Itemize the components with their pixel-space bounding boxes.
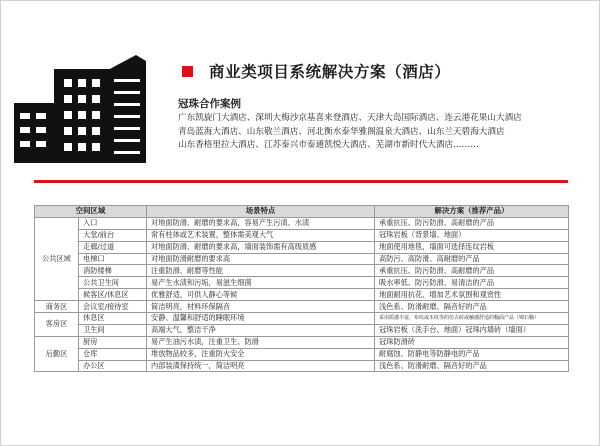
area-cell: 厨房	[79, 336, 147, 348]
hotel-list	[178, 112, 594, 153]
hotel-line: 青岛蓝海大酒店、山东敬兰酒店、河北衡水泰华雅阁温泉大酒店、山东兰天碧海大酒店	[178, 126, 505, 137]
solution-table	[34, 205, 569, 372]
table-row	[35, 265, 569, 277]
zone-cell: 后勤区	[35, 336, 79, 372]
header-feature: 场景特点	[147, 206, 375, 218]
solution-cell: 承重抗压、防污防滑、高耐磨的产品	[375, 217, 569, 229]
title-text: 商业类项目系统解决方案（酒店）	[209, 63, 451, 81]
table-row	[35, 217, 569, 229]
area-cell: 会议室/接待室	[79, 301, 147, 313]
solution-cell: 冠珠岩板（洗手台、地面）冠珠内墙砖（墙面）	[375, 324, 569, 336]
table-header-row	[35, 206, 569, 218]
table-row	[35, 277, 569, 289]
table-body	[35, 217, 569, 372]
feature-cell: 常有柱体或艺术装置，整体需美观大气	[147, 229, 375, 241]
solution-cell: 地面耐用抗花、增加艺术氛围和观赏性	[375, 289, 569, 301]
table-row	[35, 229, 569, 241]
solution-cell: 采用质感丰富，布纹或木纹等的仿古砖或触感舒适的釉面产品（锦石釉）	[375, 313, 569, 325]
table-row	[35, 289, 569, 301]
solution-cell: 浅色系、防滑耐磨、隔音好的产品	[375, 301, 569, 313]
area-cell: 仓库	[79, 348, 147, 360]
table-row	[35, 313, 569, 325]
hotel-line: 广东凯旋门大酒店、深圳大梅沙京基喜来登酒店、天津大岛国际酒店、连云港花果山大酒店	[178, 113, 522, 123]
divider	[34, 180, 568, 183]
solution-cell: 冠珠岩板（背景墙、地面）	[375, 229, 569, 241]
table-row	[35, 241, 569, 253]
area-cell: 候客区/休息区	[79, 289, 147, 301]
feature-cell: 高端大气，整洁干净	[147, 324, 375, 336]
area-cell: 电梯口	[79, 253, 147, 265]
solution-cell: 吸水率低、防污防滑、易清洁的产品	[375, 277, 569, 289]
feature-cell: 易产生油污水渍，注重卫生、防滑	[147, 336, 375, 348]
title-marker	[182, 66, 193, 77]
feature-cell: 注重防滑、耐磨等性能	[147, 265, 375, 277]
table-row	[35, 253, 569, 265]
area-cell: 办公区	[79, 360, 147, 372]
table-row	[35, 324, 569, 336]
area-cell: 走廊/过道	[79, 241, 147, 253]
feature-cell: 易产生水渍和污垢，易滋生细菌	[147, 277, 375, 289]
solution-cell: 高防污、高防滑、高耐磨的产品	[375, 253, 569, 265]
subtitle: 冠珠合作案例	[178, 98, 241, 110]
hotel-line: 山东香格里拉大酒店、江苏泰兴市泰通凯悦大酒店、芜湖市新时代大酒店………	[178, 140, 479, 151]
building-icon	[14, 55, 154, 163]
solution-cell: 耐腐蚀、防静电等防静电的产品	[375, 348, 569, 360]
solution-cell: 地面使用地毯，墙面可选择连纹岩板	[375, 241, 569, 253]
solution-cell: 浅色系、防滑耐磨、隔音好的产品	[375, 360, 569, 372]
zone-cell: 商务区	[35, 301, 79, 313]
solution-cell: 冠珠防滑砖	[375, 336, 569, 348]
feature-cell: 安静、温馨和舒适的睡眠环境	[147, 313, 375, 325]
zone-cell: 客房区	[35, 313, 79, 337]
feature-cell: 优雅舒适，可供人静心等候	[147, 289, 375, 301]
feature-cell: 简洁明亮，材料环保隔音	[147, 301, 375, 313]
header-solution: 解决方案（推荐产品）	[375, 206, 569, 218]
feature-cell: 对地面防滑、耐磨的要求高，墙面装饰需有高级质感	[147, 241, 375, 253]
feature-cell: 对地面防滑耐磨的要求高	[147, 253, 375, 265]
zone-cell: 公共区域	[35, 217, 79, 300]
page-title	[182, 60, 592, 82]
solution-cell: 承重抗压、防污防滑、高耐磨的产品	[375, 265, 569, 277]
table-row	[35, 336, 569, 348]
area-cell: 消防楼梯	[79, 265, 147, 277]
area-cell: 公共卫生间	[79, 277, 147, 289]
table-row	[35, 360, 569, 372]
feature-cell: 内部装潢保持统一，简洁明亮	[147, 360, 375, 372]
feature-cell: 堆放物品较多，注重防火安全	[147, 348, 375, 360]
header-zone: 空间区域	[35, 206, 147, 218]
area-cell: 卫生间	[79, 324, 147, 336]
table-row	[35, 301, 569, 313]
area-cell: 入口	[79, 217, 147, 229]
table-row	[35, 348, 569, 360]
feature-cell: 对地面防滑、耐磨的要求高，容易产生污渍、水渍	[147, 217, 375, 229]
area-cell: 休息区	[79, 313, 147, 325]
area-cell: 大堂/前台	[79, 229, 147, 241]
